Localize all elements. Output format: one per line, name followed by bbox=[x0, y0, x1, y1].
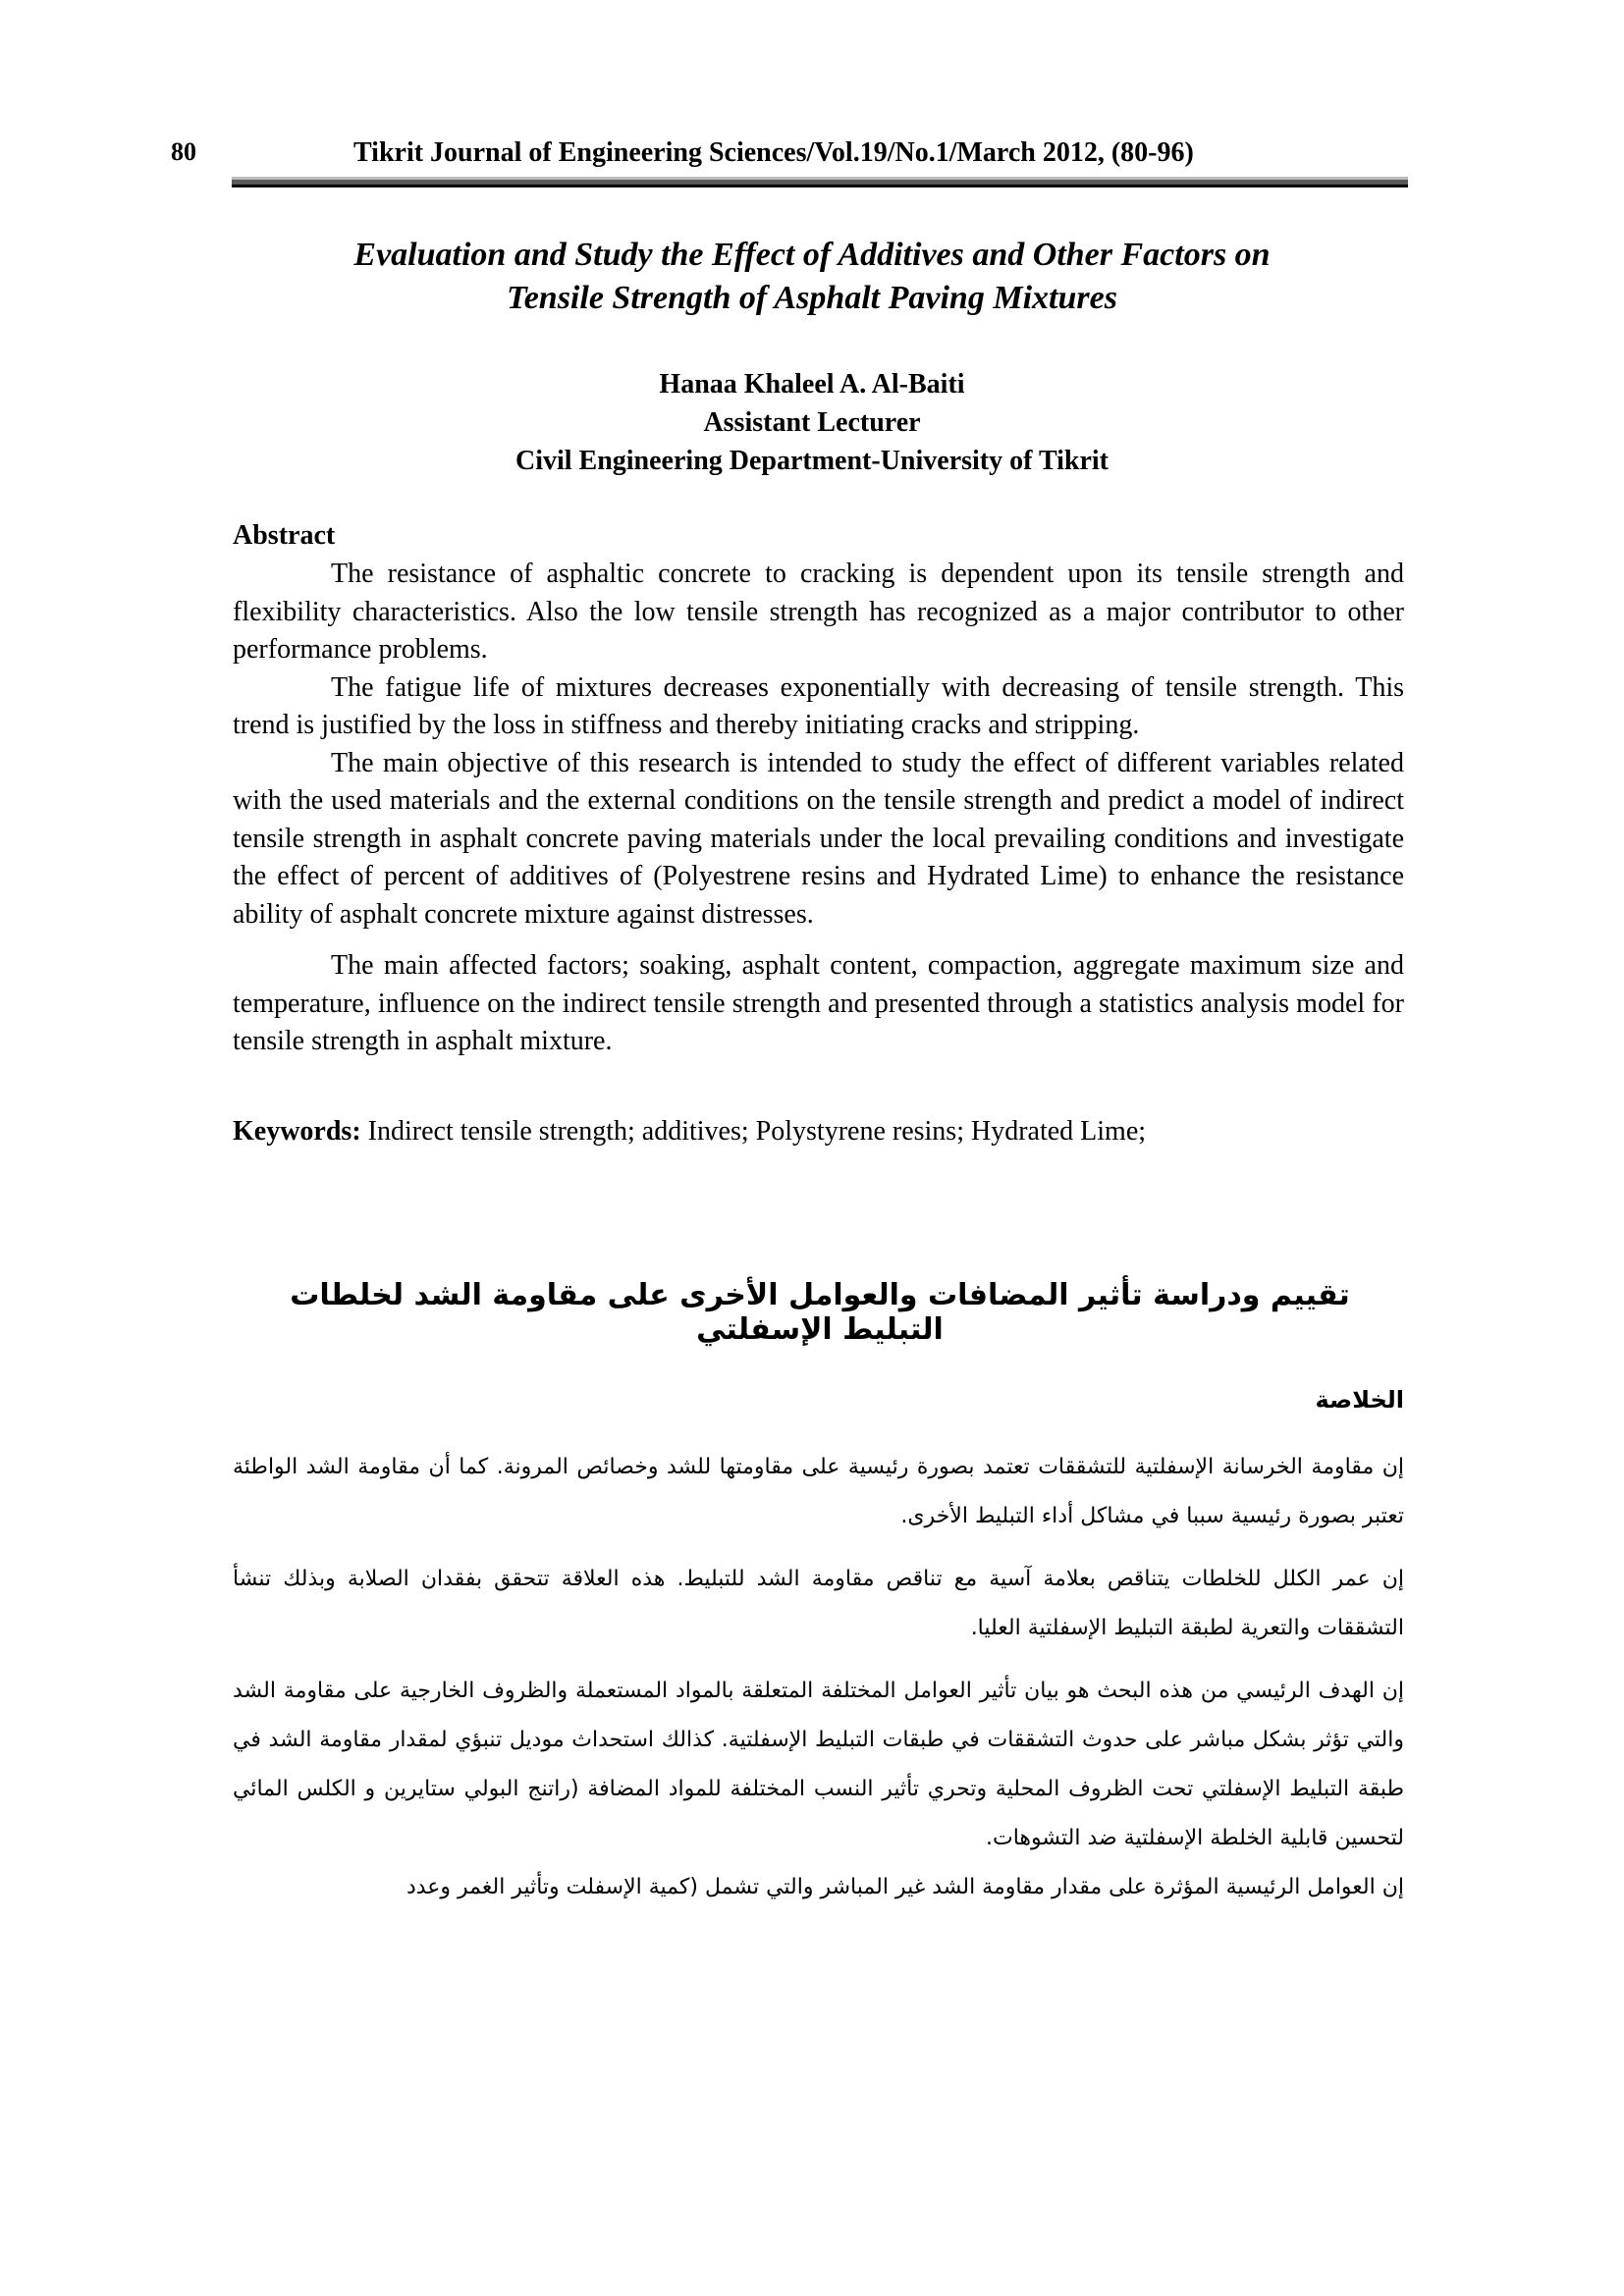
keywords-text: Indirect tensile strength; additives; Polystyrene resins; Hydrated Lime; bbox=[360, 1116, 1147, 1147]
page-number: 80 bbox=[171, 137, 196, 166]
author-block bbox=[196, 365, 1428, 480]
abstract-paragraph: The resistance of asphaltic concrete to cracking is dependent upon its tensile strength and flexibility characteristics. Also the low tensile strength has recognized as a major contributor to other performance problems. bbox=[233, 559, 1404, 665]
paper-title-line-2: Tensile Strength of Asphalt Paving Mixtures bbox=[507, 280, 1117, 316]
arabic-paragraph: إن العوامل الرئيسية المؤثرة على مقدار مقاومة الشد غير المباشر والتي تشمل (كمية الإسفلت وتأثير الغمر وعدد bbox=[406, 1875, 1404, 1899]
abstract-paragraph: The fatigue life of mixtures decreases exponentially with decreasing of tensile strength. This trend is justified by the loss in stiffness and thereby initiating cracks and stripping. bbox=[233, 671, 1404, 740]
arabic-paragraph: إن عمر الكلل للخلطات يتناقص بعلامة آسية مع تناقص مقاومة الشد للتبليط. هذه العلاقة تتحقق بفقدان الصلابة وبذلك تنشأ التشققات والتعرية لطبقة التبليط الإسفلتية العليا. bbox=[233, 1567, 1404, 1640]
keywords-line bbox=[233, 1116, 1146, 1148]
header-rule-divider bbox=[232, 177, 1408, 187]
arabic-title: تقييم ودراسة تأثير المضافات والعوامل الأخرى على مقاومة الشد لخلطات التبليط الإسفلتي bbox=[290, 1278, 1350, 1347]
author-position: Assistant Lecturer bbox=[703, 407, 921, 438]
author-affiliation: Civil Engineering Department-University of Tikrit bbox=[514, 446, 1110, 476]
author-name: Hanaa Khaleel A. Al-Baiti bbox=[659, 369, 965, 400]
arabic-paragraph: إن مقاومة الخرسانة الإسفلتية للتشققات تعتمد بصورة رئيسية على مقاومتها للشد وخصائص المرونة. كما أن مقاومة الشد الواطئة تعتبر بصورة رئيسية سببا في مشاكل أداء التبليط الأخرى. bbox=[233, 1455, 1404, 1528]
arabic-abstract-body bbox=[233, 1443, 1404, 1912]
paper-title bbox=[196, 234, 1428, 320]
journal-running-header: Tikrit Journal of Engineering Sciences/Vol.19/No.1/March 2012, (80-96) bbox=[353, 137, 1194, 168]
abstract-paragraph: The main affected factors; soaking, asphalt content, compaction, aggregate maximum size and temperature, influence on the indirect tensile strength and presented through a statistics analysis model for tensile strength in asphalt mixture. bbox=[233, 950, 1404, 1056]
arabic-paragraph: إن الهدف الرئيسي من هذه البحث هو بيان تأثير العوامل المختلفة المتعلقة بالمواد المستعملة والظروف الخارجية على مقاومة الشد والتي تؤثر بشكل مباشر على حدوث التشققات في طبقات التبليط الإسفلتية. كذالك استحداث موديل تنبؤي لمقدار مقاومة الشد في طبقة التبليط الإسفلتي تحت الظروف المحلية وتحري تأثير النسب المختلفة للمواد المضافة (راتنج البولي ستايرين و الكلس المائي لتحسين قابلية الخلطة الإسفلتية ضد التشوهات. bbox=[233, 1679, 1404, 1850]
abstract-paragraph: The main objective of this research is intended to study the effect of different variables related with the used materials and the external conditions on the tensile strength and predict a model of indirect tensile strength in asphalt concrete paving materials under the local prevailing conditions and investigate the effect of percent of additives of (Polyestrene resins and Hydrated Lime) to enhance the resistance ability of asphalt concrete mixture against distresses. bbox=[233, 747, 1404, 930]
paper-title-line-1: Evaluation and Study the Effect of Additives and Other Factors on bbox=[353, 237, 1271, 273]
abstract-heading: Abstract bbox=[233, 520, 336, 551]
keywords-label: Keywords: bbox=[233, 1116, 361, 1147]
abstract-body bbox=[233, 556, 1404, 1061]
arabic-abstract-heading: الخلاصة bbox=[1315, 1386, 1404, 1414]
